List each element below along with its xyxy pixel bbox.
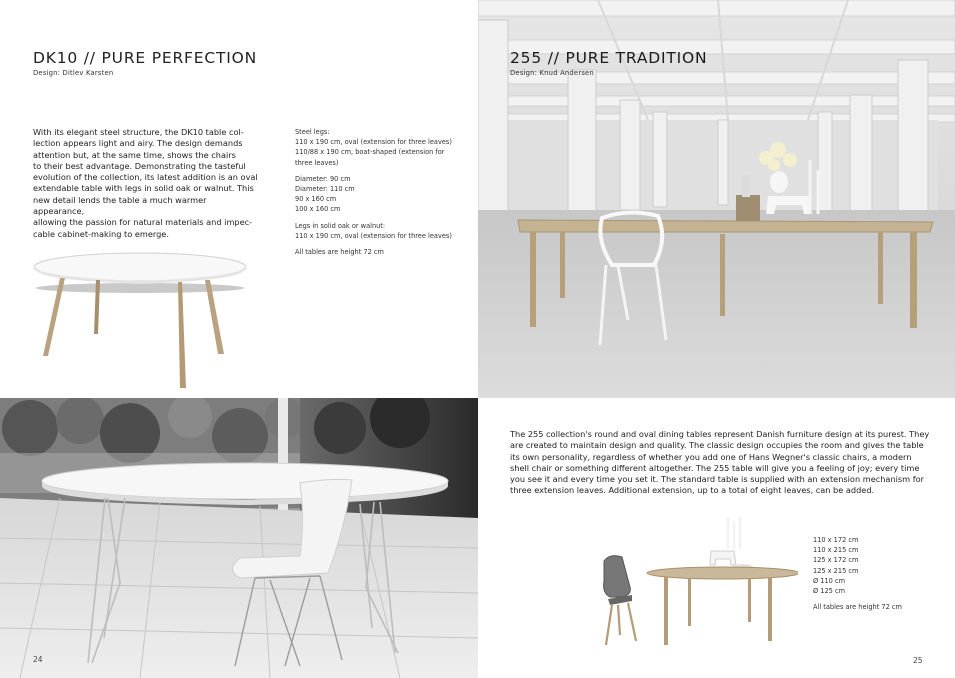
spec-line: 90 x 160 cm [295,195,337,204]
right-page-specs [813,535,943,612]
spec-line: Diameter: 90 cm [295,174,351,183]
right-page-designer: Design: Knud Andersen [510,69,594,77]
body-line: The 255 collection's round and oval dining tables represent Danish furniture design at its purest. They [510,429,930,439]
left-page-number: 24 [33,655,43,664]
body-line: to their best advantage. Demonstrating the tasteful [33,160,246,171]
body-line: shell chair or something different altogether. The 255 table will give you a feeling of joy; every time [510,462,920,473]
spec-line: 100 x 160 cm [295,205,341,214]
spec-line: Ø 110 cm [813,576,846,585]
spec-line: All tables are height 72 cm [813,603,902,612]
left-page-specs [295,127,475,257]
dk10-oak-table-image [30,248,250,393]
body-line: cable cabinet-making to emerge. [33,228,169,239]
spec-line: 110 x 215 cm [813,546,859,555]
right-page-body [510,429,950,497]
spec-line: 110 x 172 cm [813,536,859,544]
right-page-number: 25 [913,656,923,665]
body-line: are created to maintain design and quality. The classic design occupies the room and gives the table [510,440,924,451]
right-page-title: 255 // PURE TRADITION [510,49,708,67]
spec-line: three leaves) [295,158,339,167]
body-line: you see it and every time you set it. The standard table is supplied with an extension mechanism for [510,474,925,485]
right-page [478,0,955,678]
spec-line: 110/88 x 190 cm, boat-shaped (extension for [295,148,445,157]
spec-line: 125 x 215 cm [813,566,859,575]
spec-line: 110 x 190 cm, oval (extension for three leaves) [295,138,452,147]
body-line: its own personality, regardless of whether you add one of Hans Wegner's classic chairs, a modern [510,451,912,462]
body-line: three extension leaves. Additional extension, up to a total of eight leaves, can be added. [510,485,875,496]
255-table-chair-image [598,515,798,650]
body-line: With its elegant steel structure, the DK10 table col- [33,127,244,137]
spec-line: Legs in solid oak or walnut: [295,221,386,230]
body-line: lection appears light and airy. The design demands [33,138,243,149]
body-line: allowing the passion for natural materials and impec- [33,217,253,228]
spec-line: Steel legs: [295,128,330,136]
dk10-steel-table-photo [0,398,478,678]
spec-line: 125 x 172 cm [813,556,859,565]
left-page-title: DK10 // PURE PERFECTION [33,49,257,67]
body-line: evolution of the collection, its latest addition is an oval [33,172,258,183]
spec-line: 110 x 190 cm, oval (extension for three leaves) [295,231,452,240]
body-line: extendable table with legs in solid oak or walnut. This [33,183,254,194]
spec-line: Diameter: 110 cm [295,185,355,194]
left-page-body [33,127,258,240]
left-page-designer: Design: Ditlev Karsten [33,69,114,77]
spec-line: All tables are height 72 cm [295,248,384,257]
spec-line: Ø 125 cm [813,587,846,596]
body-line: attention but, at the same time, shows the chairs [33,149,236,160]
body-line: new detail lends the table a much warmer appearance, [33,194,207,217]
